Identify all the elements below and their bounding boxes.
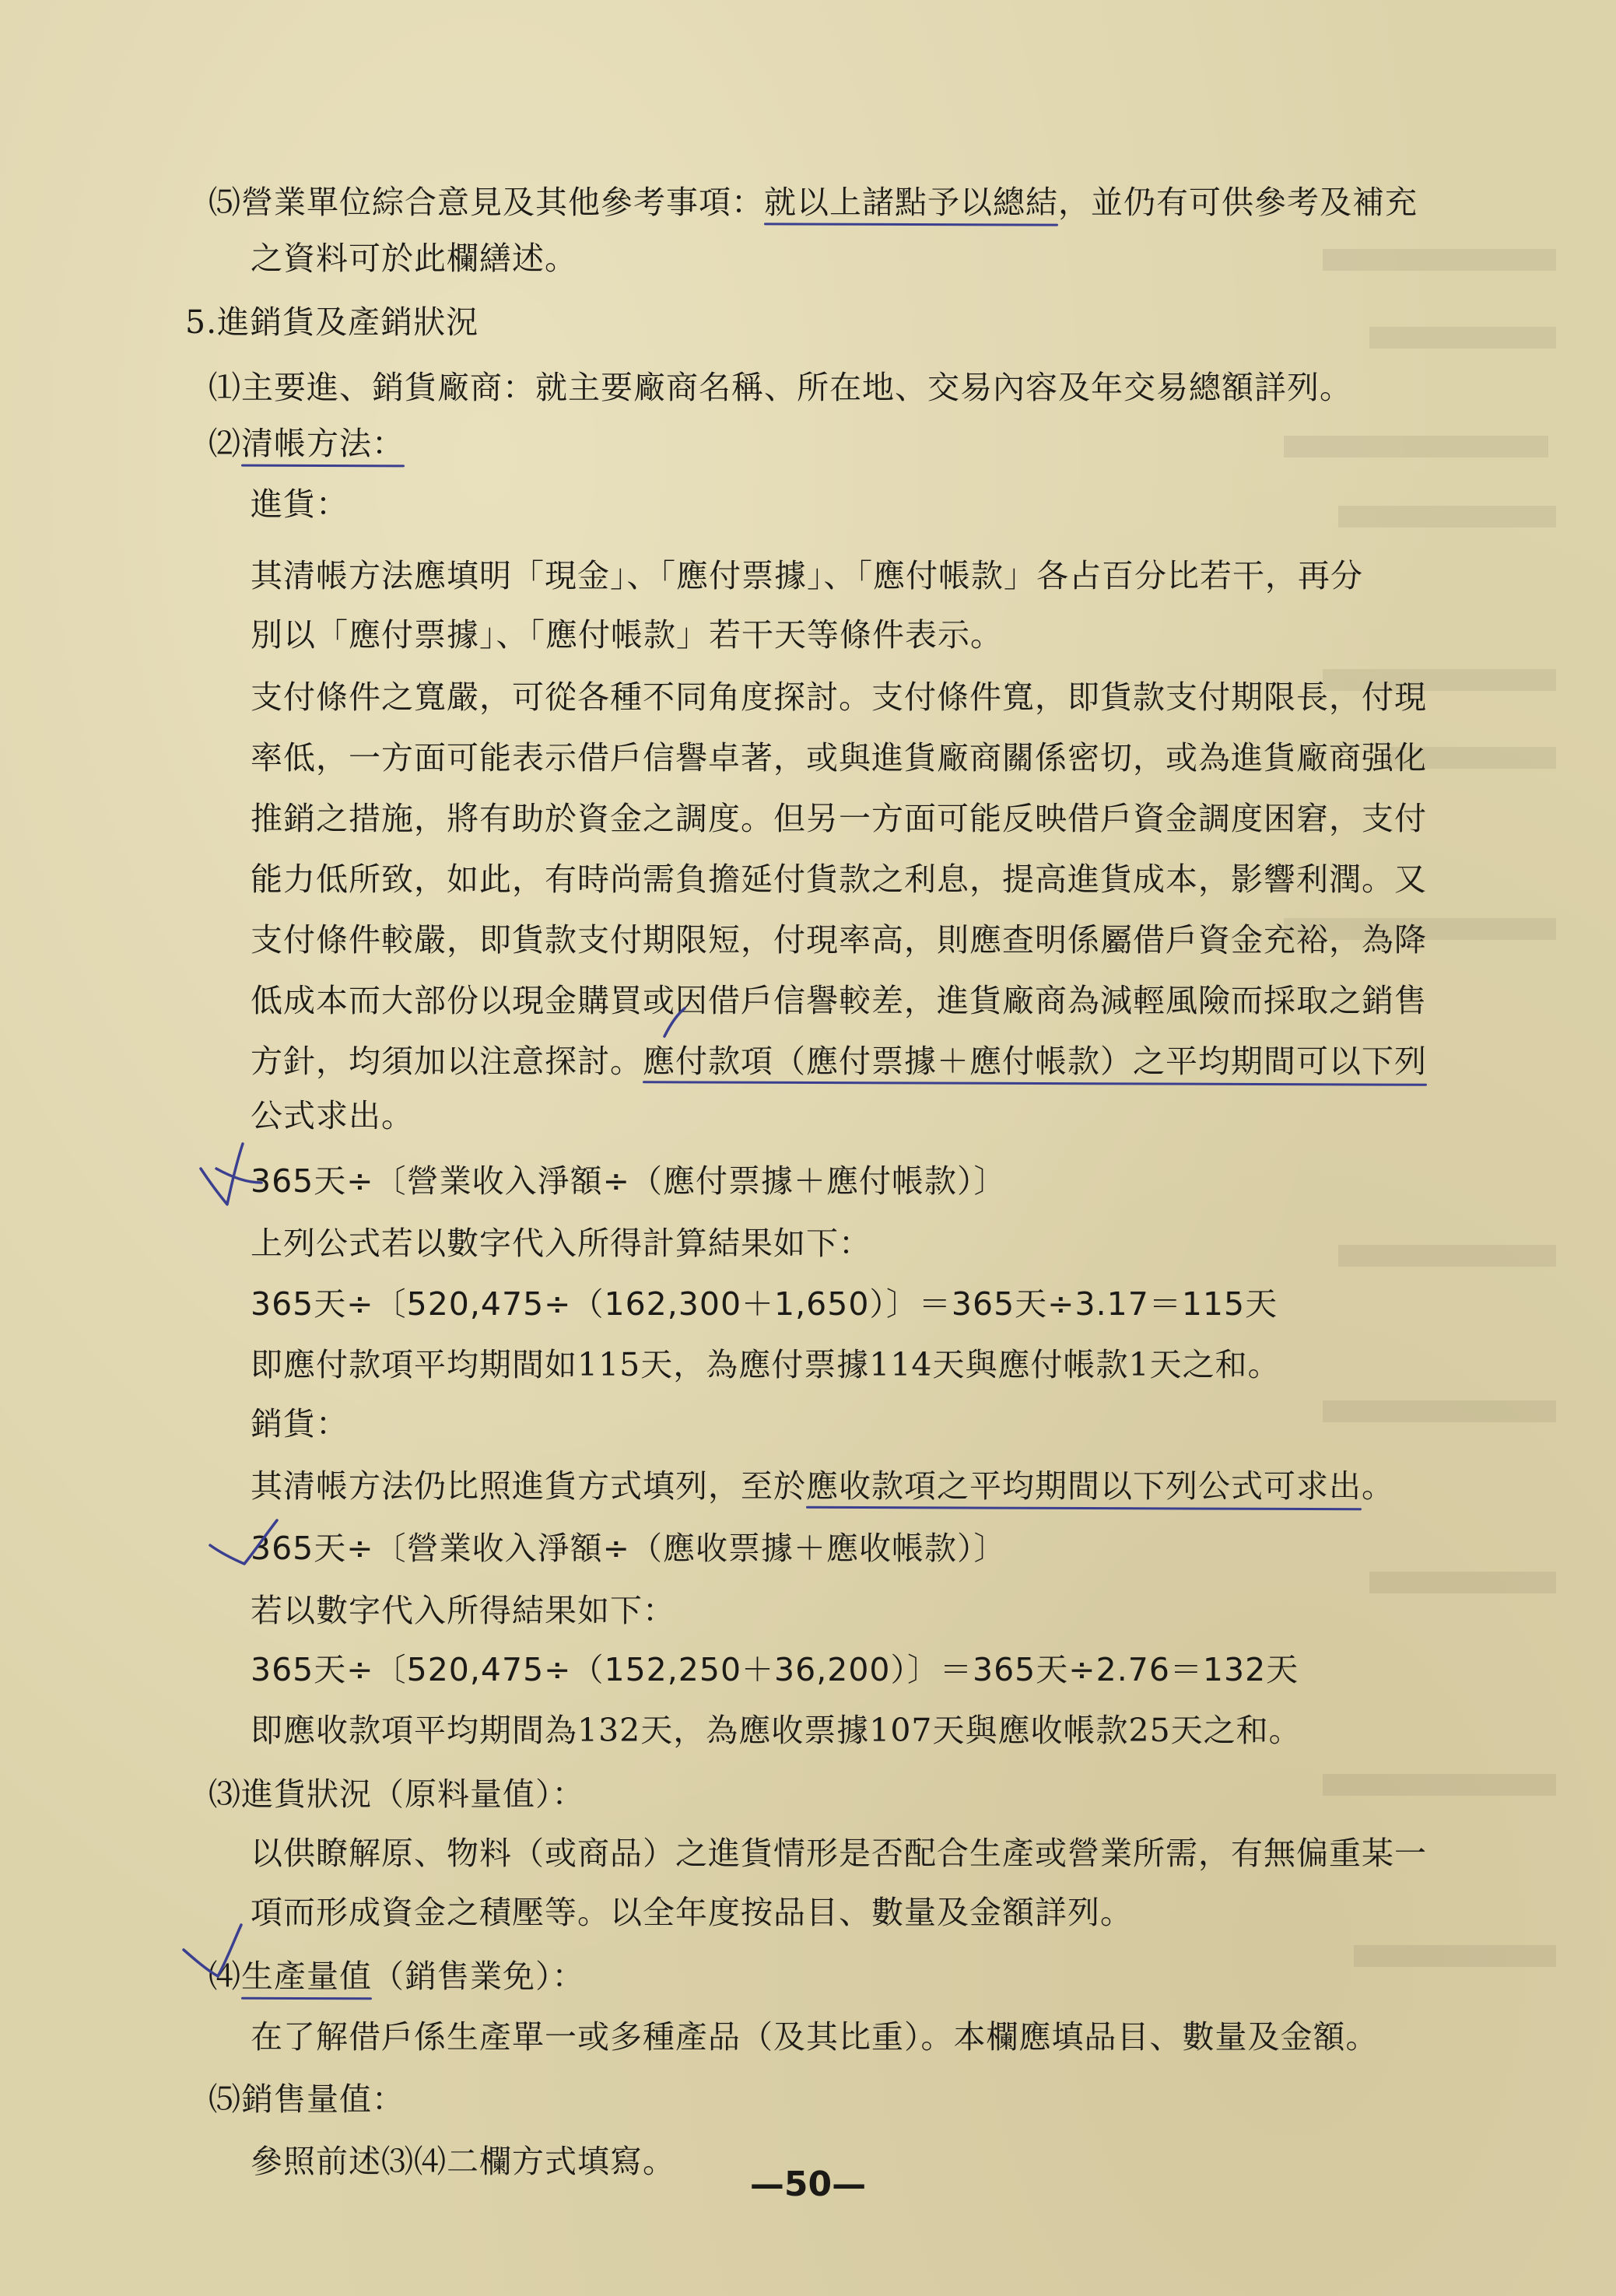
text-line <box>209 181 1418 224</box>
text-line <box>209 2077 405 2121</box>
text-line <box>209 1954 585 1998</box>
text-line <box>251 675 1427 719</box>
text-line <box>251 237 577 280</box>
line-text: 即應收款項平均期間為132天，為應收票據107天與應收帳款25天之和。 <box>251 1712 1302 1749</box>
formula-line <box>251 1159 1006 1203</box>
line-text: 其清帳方法應填明「現金」、「應付票據」、「應付帳款」各占百分比若干，再分 <box>251 557 1363 594</box>
line-text: 參照前述⑶⑷二欄方式填寫。 <box>251 2143 675 2180</box>
text-line <box>251 1464 1394 1508</box>
text-line <box>251 1343 1281 1386</box>
text-line <box>251 1222 871 1265</box>
line-text: 方針，均須加以注意探討。 <box>251 1043 643 1080</box>
line-text: 推銷之措施，將有助於資金之調度。但另一方面可能反映借戶資金調度困窘，支付 <box>251 800 1427 837</box>
text-line <box>251 1094 414 1137</box>
line-text: ⑵ <box>209 425 241 462</box>
line-text: 。 <box>1362 1467 1394 1505</box>
text-line <box>251 1832 1427 1875</box>
line-text: ⑶進貨狀況（原料量值）： <box>209 1775 585 1813</box>
formula-line <box>251 1648 1299 1691</box>
line-text: ，並仍有可供參考及補充 <box>1058 184 1418 221</box>
text-line <box>251 1709 1302 1752</box>
text-line <box>251 1589 675 1632</box>
line-text: 以供瞭解原、物料（或商品）之進貨情形是否配合生產或營業所需，有無偏重某一 <box>251 1835 1427 1872</box>
text-line <box>251 482 349 526</box>
line-text: 5.進銷貨及產銷狀況 <box>185 303 479 341</box>
text-line <box>251 1039 1427 1083</box>
text-line <box>251 736 1427 780</box>
text-line <box>251 613 1003 657</box>
line-text: 公式求出。 <box>251 1097 414 1134</box>
line-text: 在了解借戶係生產單一或多種產品（及其比重）。本欄應填品目、數量及金額。 <box>251 2018 1379 2056</box>
line-text: 支付條件較嚴，即貨款支付期限短，付現率高，則應查明係屬借戶資金充裕，為降 <box>251 921 1427 959</box>
line-text: 銷貨： <box>251 1405 349 1442</box>
line-text: 能力低所致，如此，有時尚需負擔延付貨款之利息，提高進貨成本，影響利潤。又 <box>251 861 1427 898</box>
text-line <box>251 2015 1379 2059</box>
line-text: 進貨： <box>251 485 349 523</box>
line-text: 項而形成資金之積壓等。以全年度按品目、數量及金額詳列。 <box>251 1894 1133 1931</box>
underlined-text: 應付款項（應付票據＋應付帳款）之平均期間可以下列 <box>643 1043 1427 1080</box>
text-line <box>185 300 478 344</box>
text-line <box>251 1891 1133 1934</box>
text-line <box>251 979 1427 1022</box>
line-text: 365天÷〔營業收入淨額÷（應付票據＋應付帳款）〕 <box>251 1162 1007 1200</box>
line-text: 其清帳方法仍比照進貨方式填列，至於 <box>251 1467 806 1505</box>
formula-line <box>251 1282 1278 1326</box>
text-line <box>251 918 1427 962</box>
line-text: 365天÷〔520,475÷（152,250＋36,200）〕＝365天÷2.76＝132天 <box>251 1651 1299 1688</box>
line-text: （銷售業免）： <box>372 1958 585 1995</box>
text-line <box>251 1402 349 1446</box>
line-text: ⑷ <box>209 1958 241 1995</box>
text-line <box>209 422 405 465</box>
page-number: —50— <box>749 2165 867 2204</box>
line-text: 低成本而大部份以現金購買或因借戶信譽較差，進貨廠商為減輕風險而採取之銷售 <box>251 982 1427 1019</box>
line-text: 若以數字代入所得結果如下： <box>251 1592 675 1629</box>
line-text: 上列公式若以數字代入所得計算結果如下： <box>251 1225 871 1262</box>
line-text: 支付條件之寬嚴，可從各種不同角度探討。支付條件寬，即貨款支付期限長，付現 <box>251 678 1427 716</box>
underlined-text: 就以上諸點予以總結 <box>764 184 1058 221</box>
line-text: 之資料可於此欄繕述。 <box>251 240 577 277</box>
line-text: ⑴主要進、銷貨廠商：就主要廠商名稱、所在地、交易內容及年交易總額詳列。 <box>209 369 1352 406</box>
check-mark-icon <box>201 1144 243 1204</box>
text-line <box>209 366 1352 409</box>
line-text: ⑸營業單位綜合意見及其他參考事項： <box>209 184 764 221</box>
line-text: 即應付款項平均期間如115天，為應付票據114天與應付帳款1天之和。 <box>251 1346 1281 1383</box>
line-text: 365天÷〔營業收入淨額÷（應收票據＋應收帳款）〕 <box>251 1530 1007 1567</box>
line-text: 別以「應付票據」、「應付帳款」若干天等條件表示。 <box>251 616 1003 654</box>
line-text: 率低，一方面可能表示借戶信譽卓著，或與進貨廠商關係密切，或為進貨廠商强化 <box>251 739 1427 776</box>
formula-line <box>251 1527 1006 1570</box>
text-line <box>251 857 1427 901</box>
underlined-text: 清帳方法： <box>241 425 405 462</box>
underlined-text: 應收款項之平均期間以下列公式可求出 <box>806 1467 1362 1505</box>
text-line <box>251 797 1427 840</box>
text-line <box>209 1772 585 1816</box>
line-text: ⑸銷售量值： <box>209 2080 405 2118</box>
text-line <box>251 554 1363 598</box>
underlined-text: 生產量值 <box>241 1958 372 1995</box>
line-text: 365天÷〔520,475÷（162,300＋1,650）〕＝365天÷3.17＝115天 <box>251 1285 1278 1323</box>
